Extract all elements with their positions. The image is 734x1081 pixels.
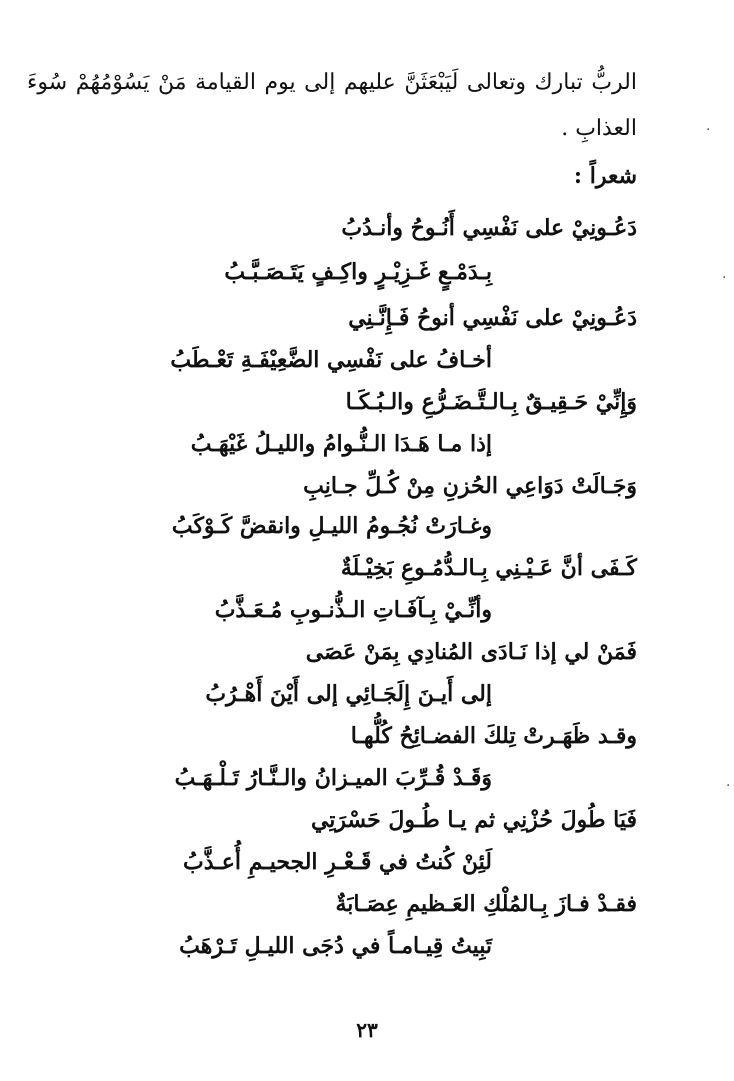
poem-line: إلى أَيـنَ إِلَجَـائِي إلى أَيْنَ أَهْـرُبُ <box>205 681 492 707</box>
poem-line: إذا مـا هَـدَا الـنُّـوامُ والليـلُ غَيْهَـبُ <box>190 431 492 457</box>
poem-line: وَإِنِّيْ حَـقِيـقٌ بِـالـتَّـضَـرُّعِ والـبُـكَـا <box>345 389 637 415</box>
poem-line: وأنِّـيْ بِـآفَـاتِ الـذُّنـوبِ مُـعَـذَّبُ <box>214 597 492 623</box>
poem-line: كَـفَى أنَّ عَـيْـنِي بِـالـدُّمُـوعِ بَخِيْـلَةٌ <box>340 555 637 581</box>
page-number: ٢٣ <box>356 1018 378 1042</box>
poem-line: دَعُـونِيْ على نَفْسِي أَنُـوحُ وأنـدُبُ <box>341 215 637 241</box>
poem-line: تَبِيتُ قِيـامـاً في دُجَى الليـلِ تَـرْهَبُ <box>179 933 492 959</box>
poem-line: بِـدَمْـعٍ غَـزِيْـرٍ واكِـفٍ يَتَـصَـبَّـبُ <box>224 259 492 285</box>
poem-line: فَيَا طُولَ حُزْنِي ثم يـا طُـولَ حَسْرَتِي <box>310 807 637 833</box>
margin-speck: · <box>726 778 731 794</box>
poem-heading: شعراً : <box>573 163 637 189</box>
margin-speck: · <box>722 270 727 286</box>
poem-line: وقـد ظَهَـرتْ تِلكَ الفضـائِحُ كُلُّهـا <box>350 723 637 749</box>
poem-line: وَقَـدْ قُـرِّبَ الميـزانُ والـنَّـارُ تَـلْـهَـبُ <box>174 765 492 791</box>
poem-line: دَعُـونِيْ على نَفْسِي أنوحُ فَـإِنَّـنِي <box>348 305 637 331</box>
poem-line: أخـافُ على نَفْسِي الضَّعِيْفَـةِ تَعْـطَبُ <box>170 347 492 373</box>
poem-line: فَمَنْ لي إذا نَـادَى المُنادِي بِمَنْ عَصَى <box>305 639 637 665</box>
poem-line: وَجَـالَتْ دَوَاعِي الحُزنِ مِنْ كُـلِّ جـانِبِ <box>303 473 637 499</box>
poem-line: فقـدْ فـازَ بِـالمُلْكِ العَـظيمِ عِصَـابَةٌ <box>335 891 637 917</box>
poem-line: وغـارَتْ نُجُـومُ الليـلِ وانقضَّ كَـوْكَبُ <box>171 513 492 539</box>
margin-speck: · <box>706 122 711 138</box>
poem-line: لَئِنْ كُنتُ في قَـعْـرِ الجحيـمِ أُعـذَّبُ <box>183 849 492 875</box>
prose-paragraph: الربُّ تبارك وتعالى لَيَبْعَثَنَّ عليهم إلى يوم القيامة مَنْ يَسُوْمُهُمْ سُوءَ العذابِ . <box>27 70 637 141</box>
